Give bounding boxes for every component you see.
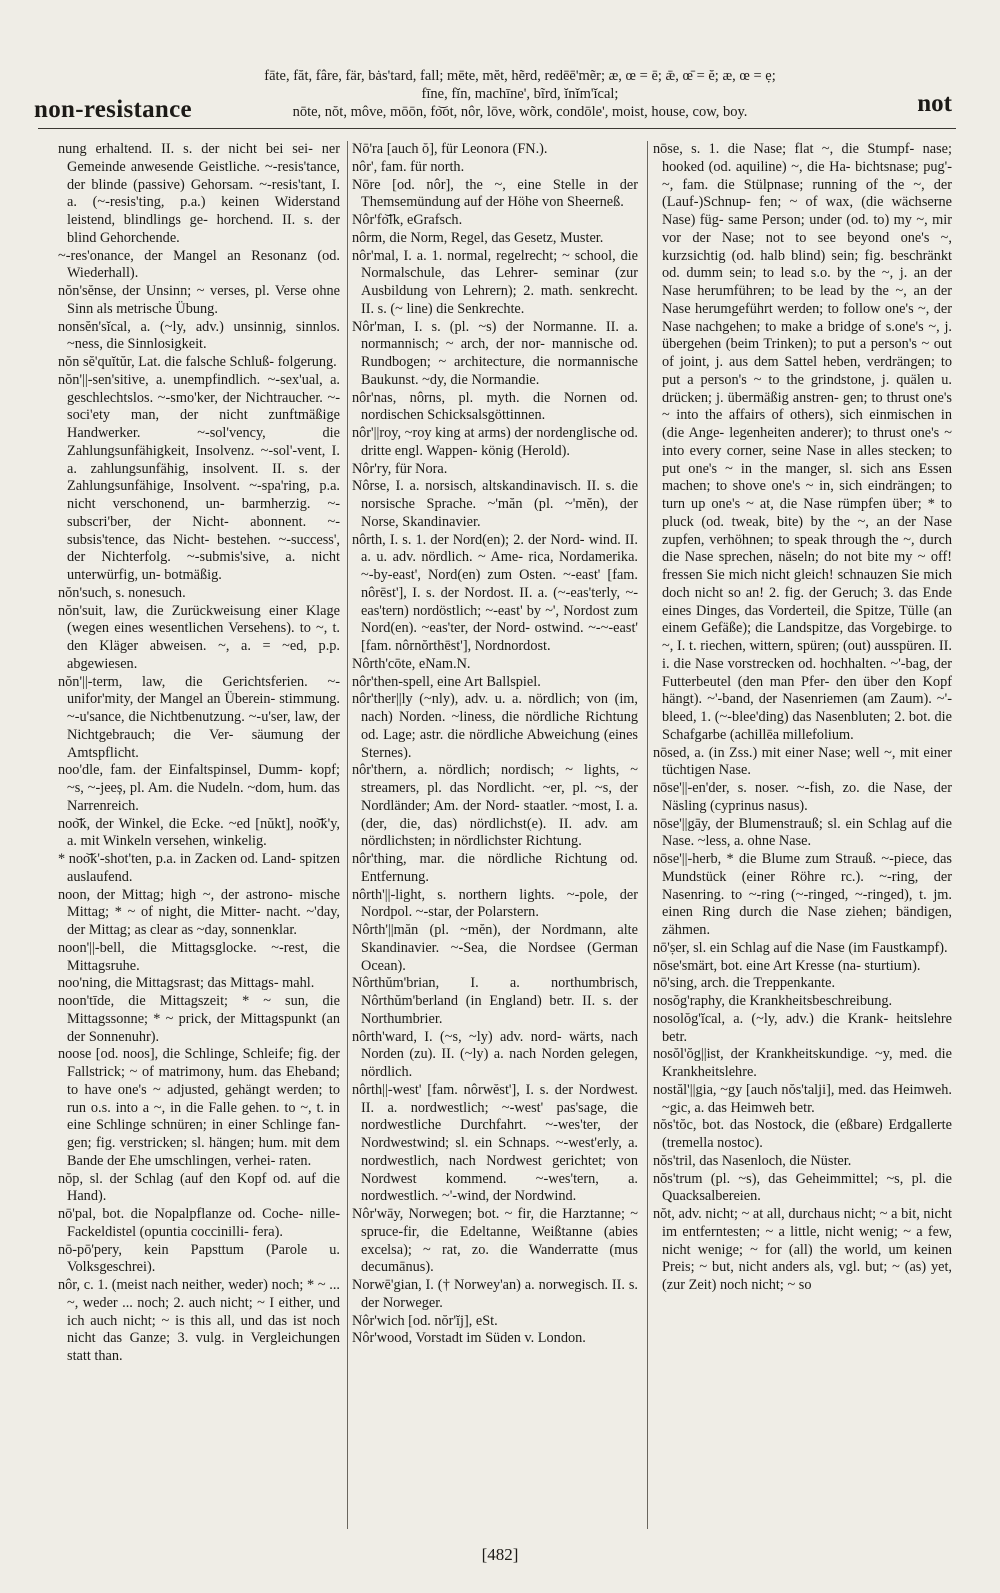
dictionary-entry: Nôrse, I. a. norsisch, altskandinavisch. II. s. die norsische Sprache. ~'măn (pl. ~'mĕn), der Norse, Skandinavier. <box>352 478 638 530</box>
dictionary-entry: Nôr'wāy, Norwegen; bot. ~ fir, die Harztanne; ~ spruce-fir, die Edeltanne, Weißtanne (abies excelsa); ~ rat, zo. die Wanderratte (mus decumānus). <box>352 1206 638 1276</box>
dictionary-entry: nŏn'||-sen'sitive, a. unempfindlich. ~-sex'ual, a. geschlechtslos. ~-smo'ker, der Nichtraucher. ~-soci'ety man, der nicht zunftmäßige Handwerker. ~-sol'vency, die Zahlungsunfähigkeit, Insolvenz. ~-sol'-vent, I. a. zahlungsunfähig, insolvent. II. s. der Zahlungsunfähige, Insolvent. ~-spa'ring, p.a. nicht verschonend, un- barmherzig. ~-subscri'ber, der Nicht- abonnent. ~-subsis'tence, das Nicht- bestehen. ~-success', der Nichterfolg. ~-submis'sive, a. nicht unterwürfig, un- botmäßig. <box>58 371 340 583</box>
dictionary-entry: nung erhaltend. II. s. der nicht bei sei- ner Gemeinde anwesende Geistliche. ~-resis'tance, der blinde (passive) Gehorsam. ~-resis'tant, I. a. (~-resis'ting, p.a.) keinen Widerstand leistend, blindlings ge- horchend. II. s. der blind Gehorchende. <box>58 141 340 246</box>
column-1 <box>58 141 340 1537</box>
dictionary-entry: nôrth, I. s. 1. der Nord(en); 2. der Nord- wind. II. a. u. adv. nördlich. ~ Ame- rica, Nordamerika. ~-by-east', Nord(en) zum Osten. ~-east' [fam. nôrēst'], I. s. der Nordost. II. a. (~-eas'terly, ~-eas'tern) nordöstlich; ~-east' by ~', Nordost zum Nord(en). ~eas'ter, der Nord- ostwind. ~-~-east' [fam. nôrnŏrthēst'], Nordnordost. <box>352 531 638 654</box>
dictionary-entry: nŏt, adv. nicht; ~ at all, durchaus nicht; ~ a bit, nicht im entferntesten; ~ a little, nicht wenig; ~ a few, nicht wenige; ~ for (all) the world, um keinen Preis; ~ but, nicht anders als, vgl. but; ~ (as) yet, (zur Zeit) noch nicht; ~ so <box>653 1206 952 1293</box>
page-number: [482] <box>481 1545 519 1564</box>
dictionary-entry: Nôr'fo͝lk, eGrafsch. <box>352 212 463 228</box>
dictionary-entry: nôr'nas, nôrns, pl. myth. die Nornen od. nordischen Schicksalsgöttinnen. <box>352 389 638 424</box>
dictionary-entry: nôrth||-west' [fam. nôrwĕst'], I. s. der Nordwest. II. a. nordwestlich; ~-west' pas'sage, die nordwestliche Durchfahrt. ~-wes'ter, der Nordwestwind; sl. ein Schnaps. ~-west'erly, a. nordwestlich, nach Nordwest gerichtet; von Nordwest kommend. ~-wes'tern, a. nordwestlich. ~'-wind, der Nordwind. <box>352 1081 638 1205</box>
dictionary-entry: nō-pō'pery, kein Papsttum (Parole u. Volksgeschrei). <box>58 1241 340 1276</box>
dictionary-entry: nôrth'||-light, s. northern lights. ~-pole, der Nordpol. ~-star, der Polarstern. <box>352 886 638 921</box>
dictionary-entry: nōse'smärt, bot. eine Art Kresse (na- sturtium). <box>653 957 921 974</box>
dictionary-entry: nosŏl'ŏg||ist, der Krankheitskundige. ~y, med. die Krankheitslehre. <box>653 1046 952 1080</box>
dictionary-entry: nŏn sĕ'quĭtŭr, Lat. die falsche Schluß- folgerung. <box>58 354 337 370</box>
column-2 <box>352 141 638 1537</box>
dictionary-entry: nôr'thern, a. nördlich; nordisch; ~ lights, ~ streamers, pl. das Nordlicht. ~er, pl. ~s, der Nordländer; Am. der Nord- staatler. ~most, I. a. (der, die, das) nördlichst(e). II. adv. am nördlichsten; in nördlichster Richtung. <box>352 762 638 850</box>
dictionary-entry: nosŏg'raphy, die Krankheitsbeschreibung. <box>653 993 893 1009</box>
dictionary-entry: nŏn'suit, law, die Zurückweisung einer Klage (wegen eines wesentlichen Versehens). to ~, t. den Kläger abweisen. ~, a. = ~ed, p.p. abgewiesen. <box>58 602 340 672</box>
dictionary-entry: Nôrthŭm'brian, I. a. northumbrisch, Nôrthŭm'berland (in England) betr. II. s. der Northumbrier. <box>352 975 638 1027</box>
dictionary-entry: noose [od. noos], die Schlinge, Schleife; fig. der Fallstrick; ~ of matrimony, hum. das Eheband; to have one's ~ adjusted, gehängt werden; to run o.s. into a ~, in die Falle gehen. to ~, t. in eine Schlinge schnüren; in einer Schlinge fan- gen; fig. verstricken; sl. hängen; hum. mit dem Bande der Ehe umschlingen, verhei- raten. <box>58 1046 340 1169</box>
pronunciation-line-1: fāte, făt, fâre, fär, bȧs'tard, fall; mēte, mĕt, hẽrd, redēē'mẽr; æ, œ = ē; ǣ, œ̄ = ĕ; æ, œ = ẹ; <box>264 68 776 84</box>
dictionary-entry: nō'sing, arch. die Treppenkante. <box>653 975 836 992</box>
dictionary-entry: * noo͝k'-shot'ten, p.a. in Zacken od. Land- spitzen auslaufend. <box>58 851 340 885</box>
dictionary-entry: Nôr'wood, Vorstadt im Süden v. London. <box>352 1330 586 1347</box>
header-rule <box>38 128 956 129</box>
dictionary-entry: nôr', fam. für north. <box>352 158 465 175</box>
dictionary-entry: noon'||-bell, die Mittagsglocke. ~-rest, die Mittagsruhe. <box>58 939 340 974</box>
dictionary-entry: Nōre [od. nôr], the ~, eine Stelle in der Themsemündung auf der Höhe von Sheerneß. <box>352 176 638 211</box>
dictionary-entry: nŏn'sĕnse, der Unsinn; ~ verses, pl. Verse ohne Sinn als metrische Übung. <box>58 283 340 317</box>
column-3 <box>653 141 952 1537</box>
dictionary-entry: nōse, s. 1. die Nase; flat ~, die Stumpf- nase; hooked (od. aquiline) ~, die Ha- bichtsnase; pug'-~, fam. die Stülpnase; running of the ~, der (Lauf-)Schnup- fen; ~ of wax, (die wächserne Nase) füg- same Person; under (od. to) my ~, mir vor der Nase; not to see beyond one's ~, kurzsichtig (od. halb blind) sein; fig. beschränkt od. dumm sein; to lead s.o. by the ~, j. an der Nase herumführen; to be lead by the ~, an der Nase herumgeführt werden; to follow one's ~, der Nase nachgehen; to make a bridge of s.one's ~, j. übergehen (beim Trinken); to put a person's ~ out of joint, j. aus dem Sattel heben, verdrängen; to put a person's ~ to the grindstone, j. quälen u. drücken; j. übermäßig anstren- gen; to thrust one's ~ into the affairs of others), sich einmischen in (die Ange- legenheiten anderer); to thrust one's ~ into every corner, seine Nase in alles stecken; to put one's ~ in the manger, sl. sich ans Essen machen; to shove one's ~ in, sich eindrängen; to turn up one's ~ at, die Nase rümpfen über; * to pluck (od. tweak, bite) by the ~, an der Nase zupfen, verhöhnen; to speak through the ~, durch die Nase sprechen, näseln; do not bite my ~ off! fressen Sie mich nicht gleich! schnauzen Sie mich doch nicht so an! 2. fig. der Geruch; 3. das Ende eines Dinges, das Vorderteil, die Spitze, Tülle (an einem Gefäße); die Landspitze, das Vorgebirge. to ~, I. t. riechen, wittern, spüren; (out) ausspüren. II. i. die Nase vorstrecken od. hochhalten. ~'-bag, der Futterbeutel (den man Pfer- den über den Kopf hängt). ~'-band, der Nasenriemen (am Zaum). ~'-bleed, 1. (~-blee'ding) das Nasenbluten; 2. bot. die Schafgarbe (achillēa millefolium. <box>653 141 952 743</box>
dictionary-entry: nōsed, a. (in Zss.) mit einer Nase; well ~, mit einer tüchtigen Nase. <box>653 744 952 779</box>
pronunciation-key <box>210 67 830 121</box>
dictionary-entry: nŏp, sl. der Schlag (auf den Kopf od. auf die Hand). <box>58 1170 340 1205</box>
dictionary-entry: Nôr'wich [od. nŏr'ĭj], eSt. <box>352 1312 498 1329</box>
dictionary-entry: nôr'||roy, ~roy king at arms) der nordenglische od. dritte engl. Wappen- könig (Herold). <box>352 425 638 459</box>
dictionary-entry: nŏs'tril, das Nasenloch, die Nüster. <box>653 1152 852 1169</box>
dictionary-entry: nōse'||gāy, der Blumenstrauß; sl. ein Schlag auf die Nase. ~less, a. ohne Nase. <box>653 815 952 850</box>
dictionary-entry: nonsĕn'sĭcal, a. (~ly, adv.) unsinnig, sinnlos. ~ness, die Sinnlosigkeit. <box>58 318 340 353</box>
dictionary-entry: noo'ning, die Mittagsrast; das Mittags- mahl. <box>58 975 315 992</box>
dictionary-entry: Norwē'gian, I. († Norwey'an) a. norwegisch. II. s. der Norweger. <box>352 1277 638 1311</box>
dictionary-entry: nŏs'trum (pl. ~s), das Geheimmittel; ~s, pl. die Quacksalbereien. <box>653 1170 952 1205</box>
dictionary-entry: nôrm, die Norm, Regel, das Gesetz, Muster. <box>352 229 604 246</box>
dictionary-entry: nōse'||-en'der, s. noser. ~-fish, zo. die Nase, der Näsling (cyprinus nasus). <box>653 780 952 814</box>
dictionary-entry: Nôr'man, I. s. (pl. ~s) der Normanne. II. a. normannisch; ~ arch, der nor- mannische od. Rundbogen; ~ architecture, die normannische Baukunst. ~dy, die Normandie. <box>352 318 638 388</box>
dictionary-entry: nôrth'ward, I. (~s, ~ly) adv. nord- wärts, nach Norden (zu). II. (~ly) a. nach Norden gelegen, nördlich. <box>352 1028 638 1080</box>
left-guide-word: non-resistance <box>34 96 192 123</box>
dictionary-entry: noon, der Mittag; high ~, der astrono- mische Mittag; * ~ of night, die Mitter- nacht. ~'day, der Mittag; as clear as ~day, sonnenklar. <box>58 886 340 938</box>
dictionary-entry: nŏs'tŏc, bot. das Nostock, die (eßbare) Erdgallerte (tremella nostoc). <box>653 1117 952 1151</box>
right-guide-word: not <box>917 90 952 117</box>
dictionary-entry: ~-res'onance, der Mangel an Resonanz (od. Wiederhall). <box>58 247 340 282</box>
column-divider-1 <box>347 141 348 1529</box>
pronunciation-line-3: nōte, nŏt, môve, mōōn, fo͝ot, nôr, lōve, wõrk, condōle', moist, house, cow, boy. <box>292 104 748 120</box>
dictionary-entry: nŏn'||-term, law, die Gerichtsferien. ~-unifor'mity, der Mangel an Überein- stimmung. ~-u'sance, die Nichtbenutzung. ~-u'ser, law, der Nichtgebrauch; die Ver- säumung der Amtspflicht. <box>58 673 340 761</box>
column-divider-2 <box>647 141 648 1529</box>
dictionary-entry: nôr'mal, I. a. 1. normal, regelrecht; ~ school, die Normalschule, das Lehrer- seminar (zur Ausbildung von Lehrern); 2. math. senkrecht. II. s. (~ line) die Senkrechte. <box>352 247 638 317</box>
dictionary-entry: nosolŏg'ĭcal, a. (~ly, adv.) die Krank- heitslehre betr. <box>653 1010 952 1045</box>
dictionary-entry: nôr'thing, mar. die nördliche Richtung od. Entfernung. <box>352 851 638 885</box>
dictionary-entry: noo͝k, der Winkel, die Ecke. ~ed [nŭkt], noo͝k'y, a. mit Winkeln versehen, winkelig. <box>58 815 340 850</box>
dictionary-entry: Nôrth'||măn (pl. ~mĕn), der Nordmann, alte Skandinavier. ~-Sea, die Nordsee (German Ocean). <box>352 922 638 974</box>
dictionary-entry: nostăl'||gia, ~gy [auch nŏs'talji], med. das Heimweh. ~gic, a. das Heimweh betr. <box>653 1081 952 1116</box>
dictionary-entry: nō'ṣer, sl. ein Schlag auf die Nase (im Faustkampf). <box>653 939 948 956</box>
dictionary-entry: Nôr'ry, für Nora. <box>352 460 448 477</box>
dictionary-entry: nôr'then-spell, eine Art Ballspiel. <box>352 673 541 690</box>
dictionary-entry: nôr, c. 1. (meist nach neither, weder) noch; * ~ ... ~, weder ... noch; 2. auch nicht; ~ I either, und ich auch nicht; ~ is this all, und das ist noch nicht das Ganze; 3. vulg. in Vergleichungen statt than. <box>58 1277 340 1364</box>
dictionary-entry: nôr'ther||ly (~nly), adv. u. a. nördlich; von (im, nach) Norden. ~liness, die nördliche Richtung od. Lage; astr. die nördliche Abweichung (eines Sternes). <box>352 691 638 761</box>
dictionary-entry: Nôrth'cōte, eNam.N. <box>352 655 471 672</box>
dictionary-entry: noon'tīde, die Mittagszeit; * ~ sun, die Mittagssonne; * ~ prick, der Mittagspunkt (an der Sonnenuhr). <box>58 993 340 1045</box>
dictionary-entry: noo'dle, fam. der Einfaltspinsel, Dumm- kopf; ~s, ~-jeeș, pl. Am. die Nudeln. ~dom, hum. das Narrenreich. <box>58 762 340 814</box>
dictionary-entry: nō'pal, bot. die Nopalpflanze od. Coche- nille-Fackeldistel (opuntia coccinilli- fera). <box>58 1206 340 1240</box>
dictionary-entry: Nō'ra [auch ŏ], für Leonora (FN.). <box>352 141 548 157</box>
dictionary-entry: nōse'||-herb, * die Blume zum Strauß. ~-piece, das Mundstück (einer Röhre rc.). ~-ring, der Nasenring. to ~-ring (~-ringed, ~-ringed), t. jm. einen Ring durch die Nase ziehen; bändigen, zähmen. <box>653 851 952 938</box>
dictionary-entry: nŏn'such, s. nonesuch. <box>58 584 186 601</box>
pronunciation-line-2: fīne, fĭn, machīne', bĩrd, ĭnĭm'ĭcal; <box>421 86 619 102</box>
